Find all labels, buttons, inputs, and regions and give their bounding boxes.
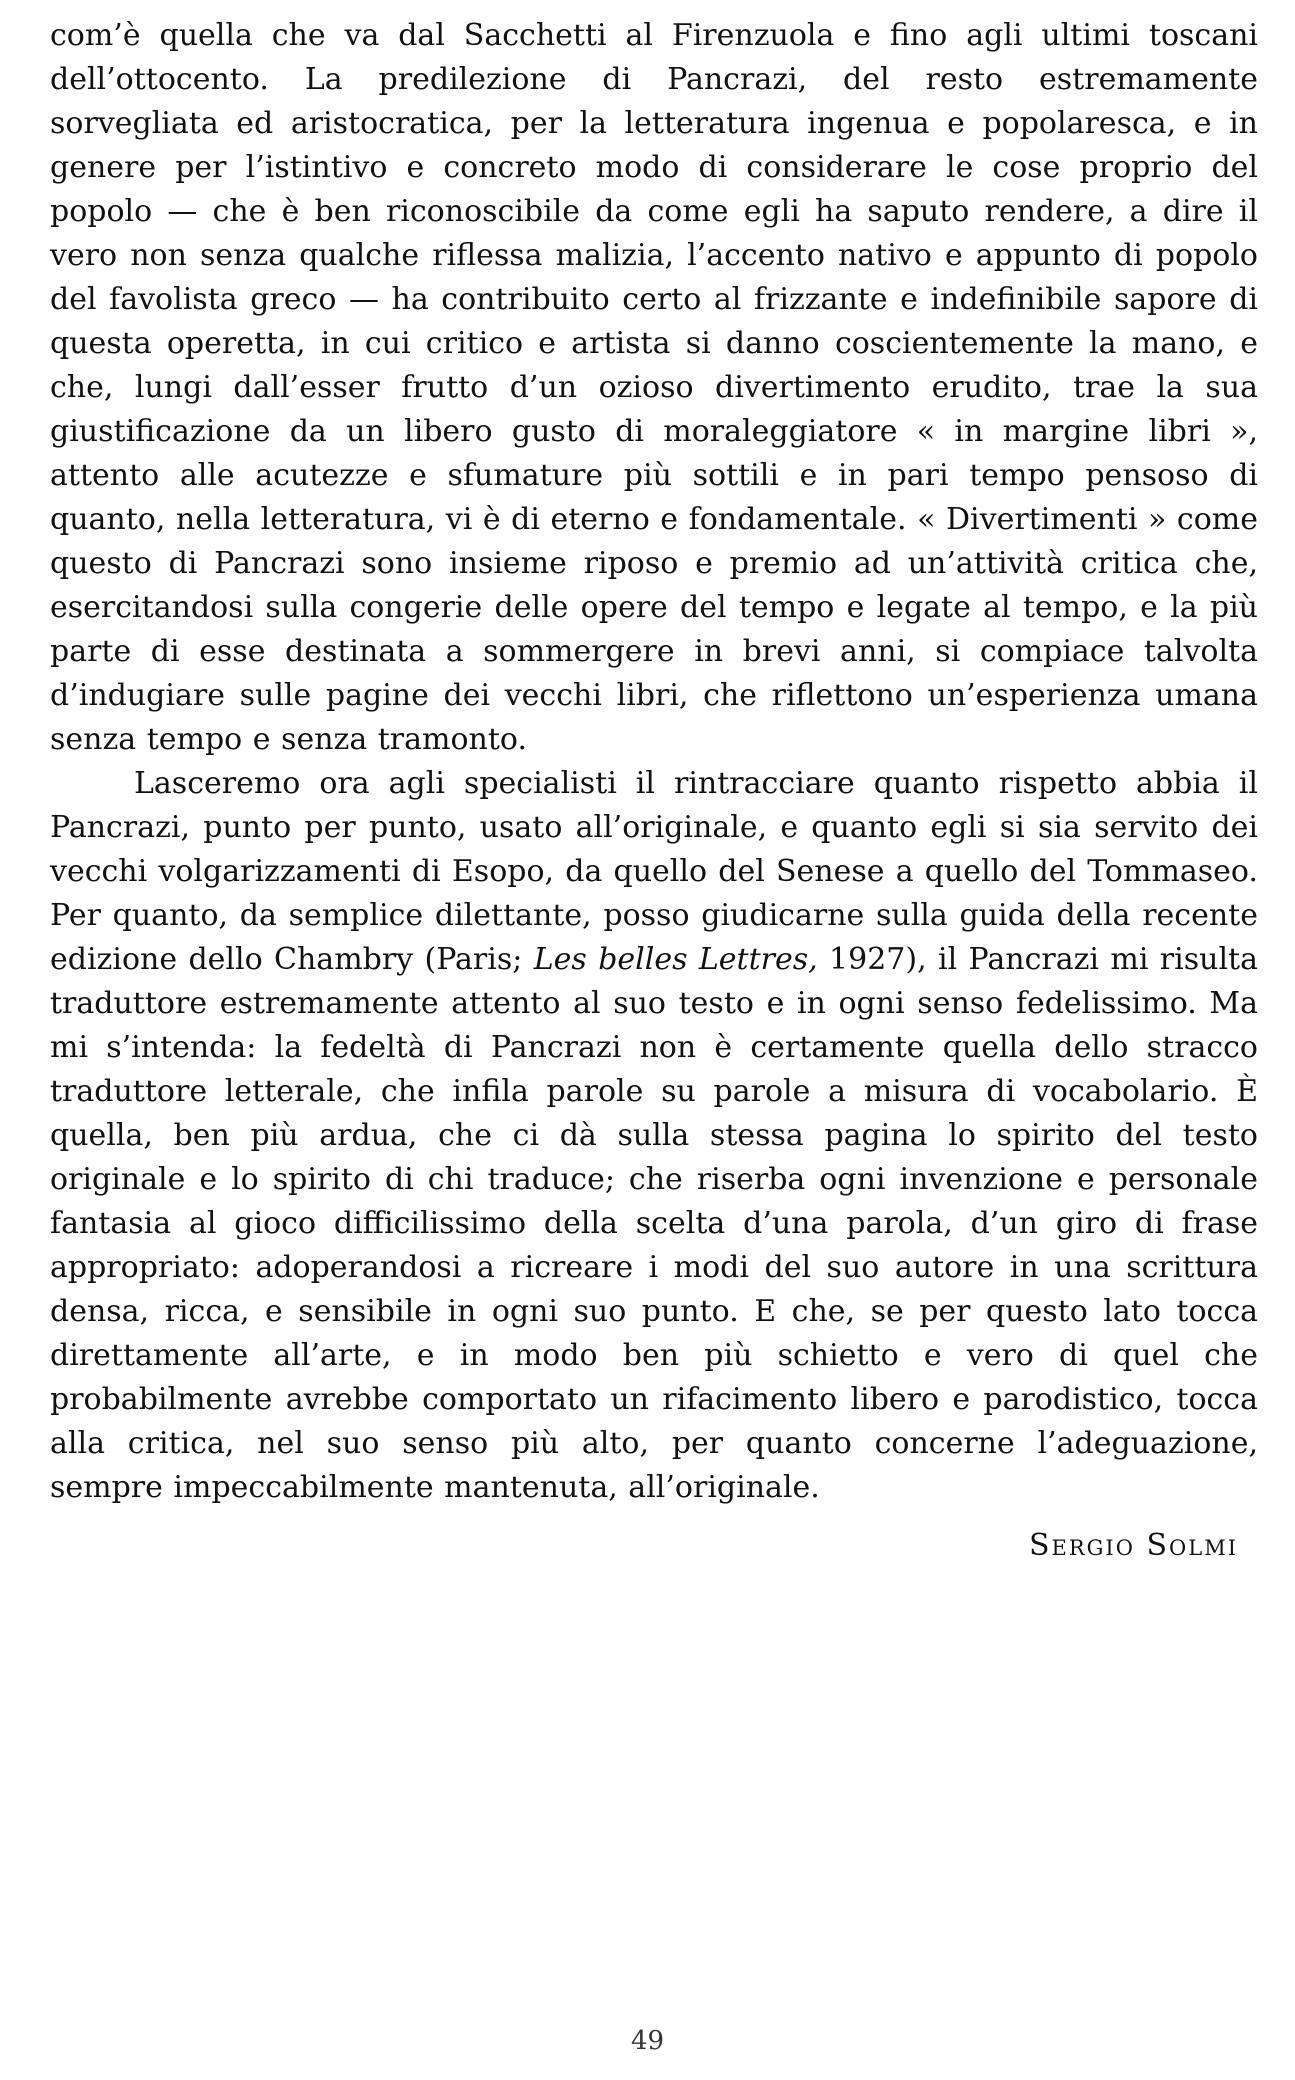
body-paragraph-2 xyxy=(50,762,1258,1510)
paragraph-2-text-b: 1927), il Pancrazi mi risulta traduttore estremamente attento al suo testo e in ogni senso fedelissimo. Ma mi s’intenda: la fedeltà di Pancrazi non è certamente quella dello stracco traduttore letterale, che infila parole su parole a misura di vocabolario. È quella, ben più ardua, che ci dà sulla stessa pagina lo spirito del testo originale e lo spirito di chi traduce; che riserba ogni invenzione e personale fantasia al gioco difficilissimo della scelta d’una parola, d’un giro di frase appropriato: adoperandosi a ricreare i modi del suo autore in una scrittura densa, ricca, e sensibile in ogni suo punto. E che, se per questo lato tocca direttamente all’arte, e in modo ben più schietto e vero di quel che probabilmente avrebbe comportato un rifacimento libero e parodistico, tocca alla critica, nel suo senso più alto, per quanto concerne l’adeguazione, sempre impeccabilmente mantenuta, all’originale. xyxy=(50,942,1258,1505)
cited-work-title: Les belles Lettres, xyxy=(533,942,818,977)
body-paragraph-1: com’è quella che va dal Sacchetti al Firenzuola e fino agli ultimi toscani dell’ottocento. La predilezione di Pancrazi, del resto estremamente sorvegliata ed aristocratica, per la letteratura ingenua e popolaresca, e in genere per l’istintivo e concreto modo di considerare le cose proprio del popolo — che è ben riconoscibile da come egli ha saputo rendere, a dire il vero non senza qualche riflessa malizia, l’accento nativo e appunto di popolo del favolista greco — ha contribuito certo al frizzante e indefinibile sapore di questa operetta, in cui critico e artista si danno coscientemente la mano, e che, lungi dall’esser frutto d’un ozioso divertimento erudito, trae la sua giustificazione da un libero gusto di moraleggiatore « in margine libri », attento alle acutezze e sfumature più sottili e in pari tempo pensoso di quanto, nella letteratura, vi è di eterno e fondamentale. « Divertimenti » come questo di Pancrazi sono insieme riposo e premio ad un’attività critica che, esercitandosi sulla congerie delle opere del tempo e legate al tempo, e la più parte di esse destinata a sommergere in brevi anni, si compiace talvolta d’indugiare sulle pagine dei vecchi libri, che riflettono un’esperienza umana senza tempo e senza tramonto. xyxy=(50,18,1258,757)
author-signature: Sergio Solmi xyxy=(1028,1528,1238,1563)
document-page xyxy=(50,14,1258,1568)
paragraph-2-text-a: Lasceremo ora agli specialisti il rintracciare quanto rispetto abbia il Pancrazi, punto per punto, usato all’originale, e quanto egli si sia servito dei vecchi volgarizzamenti di Esopo, da quello del Senese a quello del Tommaseo. Per quanto, da semplice dilettante, posso giudicarne sulla guida della recente edizione dello Chambry (Paris; xyxy=(50,766,1258,977)
page-number: 49 xyxy=(630,2026,665,2056)
